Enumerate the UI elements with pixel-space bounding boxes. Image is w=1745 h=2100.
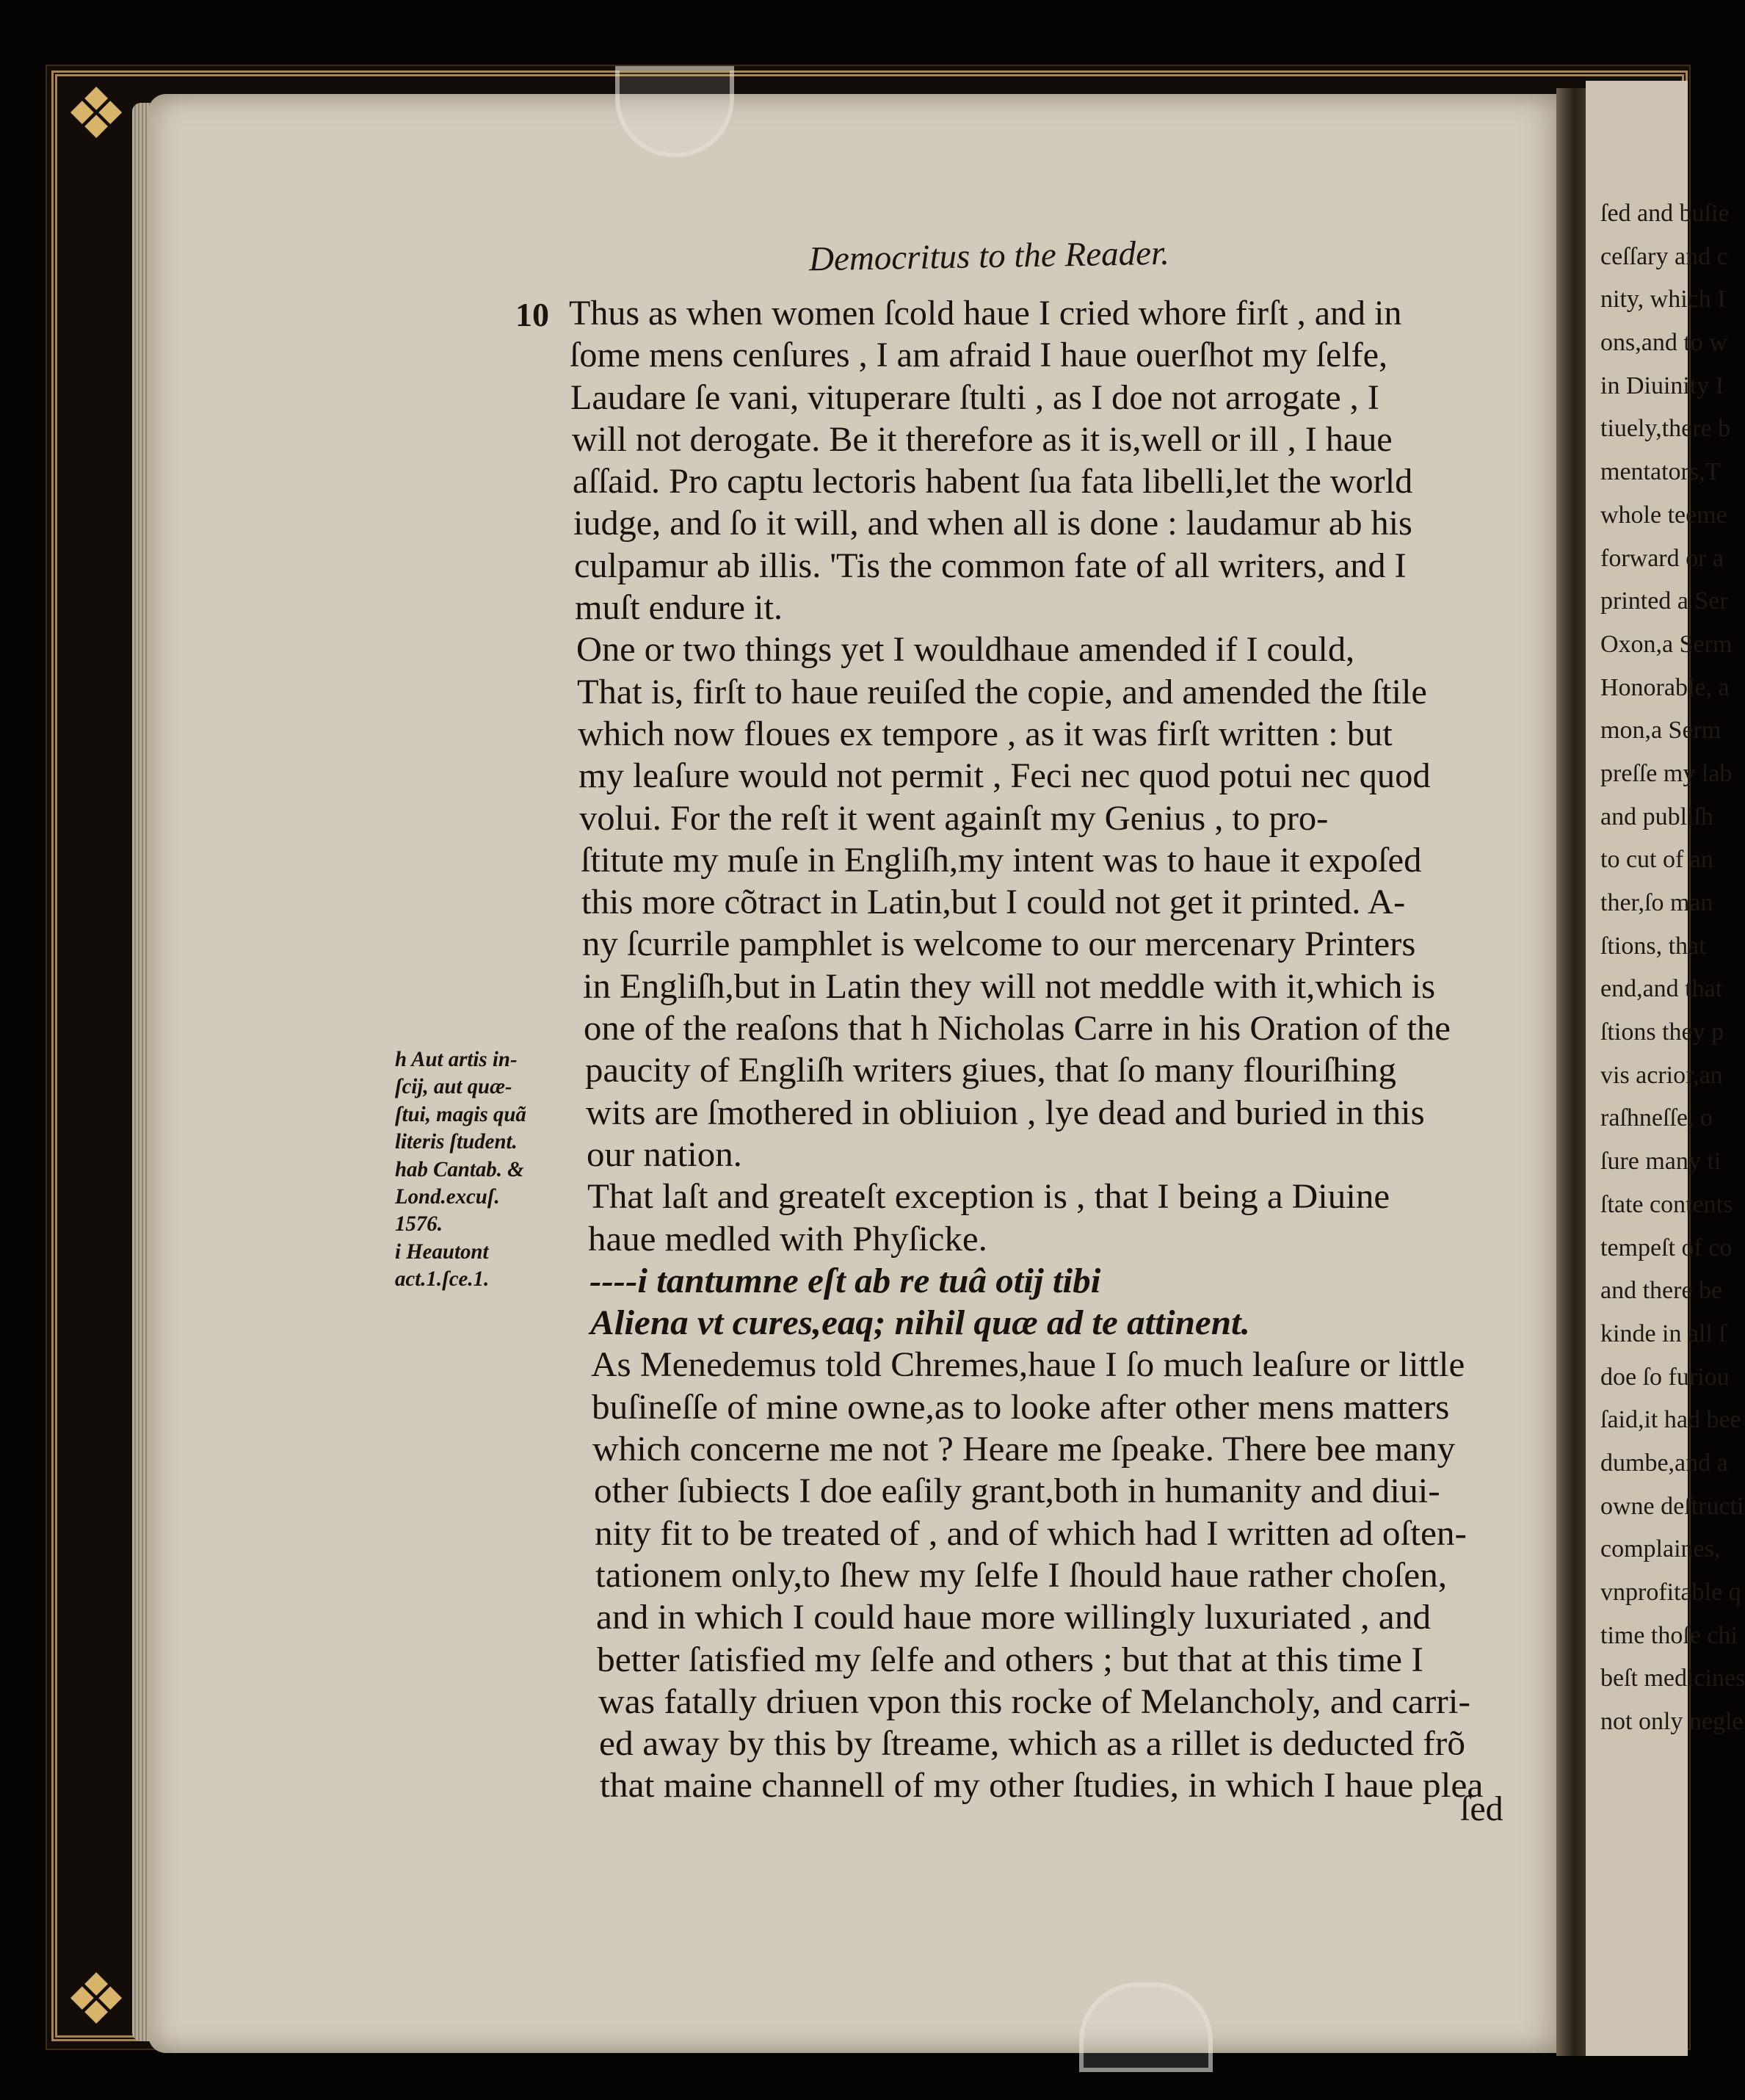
text-line: in Engliſh,but in Latin they will not meddle with it,which is — [583, 966, 1436, 1006]
facing-page-line: tempeſt of co — [1600, 1234, 1733, 1261]
text-line: will not derogate. Be it therefore as it is,well or ill , I haue — [572, 419, 1393, 459]
text-line: tationem only,to ſhew my ſelfe I ſhould haue rather choſen, — [595, 1555, 1448, 1595]
text-line: paucity of Engliſh writers giues, that ſo many flouriſhing — [585, 1051, 1396, 1090]
text-line: nity fit to be treated of , and of which had I written ad oſten- — [595, 1513, 1467, 1553]
text-line: That laſt and greateſt exception is , that I being a Diuine — [587, 1177, 1390, 1217]
facing-page-line: whole teeme — [1600, 501, 1727, 529]
facing-page-line: mon,a Serm — [1600, 717, 1722, 745]
text-line: ----i tantumne eſt ab re tuâ otij tibi — [589, 1261, 1101, 1300]
facing-page-line: ſtate contents — [1600, 1190, 1733, 1218]
marginal-note-line: hab Cantab. & — [395, 1156, 524, 1181]
facing-page-line: preſſe my lab — [1600, 759, 1733, 787]
text-line: better ſatisfied my ſelfe and others ; but that at this time I — [597, 1640, 1423, 1679]
facing-page-line: dumbe,and a — [1600, 1449, 1728, 1477]
marginal-note-line: literis ſtudent. — [395, 1129, 518, 1154]
text-line: One or two things yet I wouldhaue amended if I could, — [576, 630, 1355, 670]
facing-page-line: ſaid,it had bee — [1600, 1406, 1741, 1434]
facing-page-line: end,and that — [1600, 975, 1723, 1003]
text-line: volui. For the reſt it went againſt my Genius , to pro- — [579, 798, 1329, 838]
facing-page-line: complaines, — [1600, 1535, 1721, 1563]
facing-page-line: tiuely,there b — [1600, 415, 1731, 443]
facing-page-line: to cut of an — [1600, 846, 1713, 874]
text-line: haue medled with Phyſicke. — [588, 1219, 987, 1259]
facing-page-line: ſtions, that — [1600, 932, 1706, 960]
text-line: ed away by this by ſtreame, which as a rillet is deducted frõ — [599, 1724, 1465, 1764]
text-line: As Menedemus told Chremes,haue I ſo much leaſure or little — [591, 1345, 1465, 1385]
marginal-note-line: h Aut artis in- — [395, 1047, 518, 1071]
facing-page-line: printed a Ser — [1600, 587, 1728, 615]
text-line: which now floues ex tempore , as it was firſt written : but — [578, 714, 1393, 753]
gilt-corner-ornament-icon: ❖ — [64, 73, 128, 155]
catchword: ſed — [1460, 1789, 1503, 1828]
facing-page-line: vis acrior,an — [1600, 1061, 1723, 1089]
text-line: wits are ſmothered in obliuion , lye dead and buried in this — [586, 1093, 1425, 1132]
text-line: one of the reaſons that h Nicholas Carre in his Oration of the — [584, 1009, 1451, 1049]
facing-page-line: ſed and buſie — [1600, 200, 1730, 227]
text-line: culpamur ab illis. 'Tis the common fate of all writers, and I — [574, 546, 1407, 585]
marginal-note-line: ſcij, aut quæ- — [395, 1074, 512, 1099]
text-line: this more cõtract in Latin,but I could not get it printed. A- — [581, 883, 1406, 922]
text-line: was fatally driuen vpon this rocke of Melancholy, and carri- — [598, 1681, 1470, 1721]
marginal-note — [395, 1046, 586, 1293]
facing-page-line: ſure many ti — [1600, 1148, 1722, 1176]
facing-page-line: ſtions they p — [1600, 1018, 1724, 1046]
marginal-note-line: Lond.excuſ. — [395, 1184, 500, 1209]
facing-page-line: forward or a — [1600, 544, 1724, 572]
text-line: aſſaid. Pro captu lectoris habent ſua fata libelli,let the world — [573, 462, 1413, 502]
marginal-note-line: i Heautont — [395, 1239, 489, 1264]
gilt-corner-ornament-icon: ❖ — [64, 1958, 128, 2041]
text-line: other ſubiects I doe eaſily grant,both in humanity and diui- — [594, 1471, 1440, 1511]
page-number: 10 — [515, 296, 549, 333]
text-line: that maine channell of my other ſtudies, in which I haue plea — [600, 1766, 1484, 1806]
facing-page-line: and publiſh — [1600, 803, 1713, 830]
text-line: Thus as when women ſcold haue I cried whore firſt , and in — [569, 294, 1402, 333]
facing-page-line: doe ſo furiou — [1600, 1363, 1730, 1391]
text-line: buſineſſe of mine owne,as to looke after other mens matters — [592, 1387, 1450, 1427]
text-line: iudge, and ſo it will, and when all is done : laudamur ab his — [573, 504, 1412, 543]
text-line: That is, firſt to haue reuiſed the copie, and amended the ſtile — [577, 672, 1427, 712]
text-line: ny ſcurrile pamphlet is welcome to our mercenary Printers — [582, 924, 1416, 964]
text-line: and in which I could haue more willingly luxuriated , and — [596, 1598, 1432, 1637]
facing-page-line: raſhneſſe, o — [1600, 1104, 1713, 1132]
text-line: ſtitute my muſe in Engliſh,my intent was to haue it expoſed — [581, 840, 1422, 880]
marginal-note-line: act.1.ſce.1. — [395, 1267, 490, 1292]
facing-page-line: nity, which I — [1600, 286, 1726, 314]
text-line: which concerne me not ? Heare me ſpeake. There bee many — [592, 1430, 1456, 1469]
facing-page-line: owne deſtructi — [1600, 1492, 1744, 1520]
marginal-note-line: 1576. — [395, 1212, 443, 1237]
facing-page-line: Oxon,a Serm — [1600, 630, 1733, 658]
facing-page-line: Honorable, a — [1600, 673, 1730, 701]
facing-page-line: time thoſe chi — [1600, 1621, 1738, 1649]
facing-page-line: ceſſary and c — [1600, 242, 1728, 270]
facing-page-line: vnprofitable q — [1600, 1579, 1741, 1606]
text-line: muſt endure it. — [575, 588, 783, 628]
text-line: Laudare ſe vani, vituperare ſtulti , as I doe not arrogate , I — [570, 377, 1379, 417]
text-line: Aliena vt cures,eaq; nihil quæ ad te attinent. — [590, 1303, 1250, 1343]
text-line: ſome mens cenſures , I am afraid I haue ouerſhot my ſelfe, — [570, 336, 1388, 375]
facing-page-line: in Diuinity I — [1600, 372, 1724, 399]
marginal-note-line: ſtui, magis quã — [395, 1101, 526, 1126]
facing-page-line: kinde in all ſ — [1600, 1319, 1726, 1347]
text-line: our nation. — [587, 1134, 742, 1174]
body-text — [569, 292, 1523, 1807]
facing-page-line: ther,ſo man — [1600, 889, 1713, 916]
facing-page-line: mentators,T — [1600, 458, 1721, 486]
facing-page-line: beſt medicines — [1600, 1665, 1745, 1692]
running-head: Democritus to the Reader. — [808, 233, 1170, 279]
facing-page-line: not only negle — [1600, 1708, 1744, 1736]
facing-page-line: ons,and to w — [1600, 329, 1727, 357]
text-line: my leaſure would not permit , Feci nec quod potui nec quod — [578, 756, 1431, 796]
facing-page-line: and there be — [1600, 1277, 1723, 1305]
